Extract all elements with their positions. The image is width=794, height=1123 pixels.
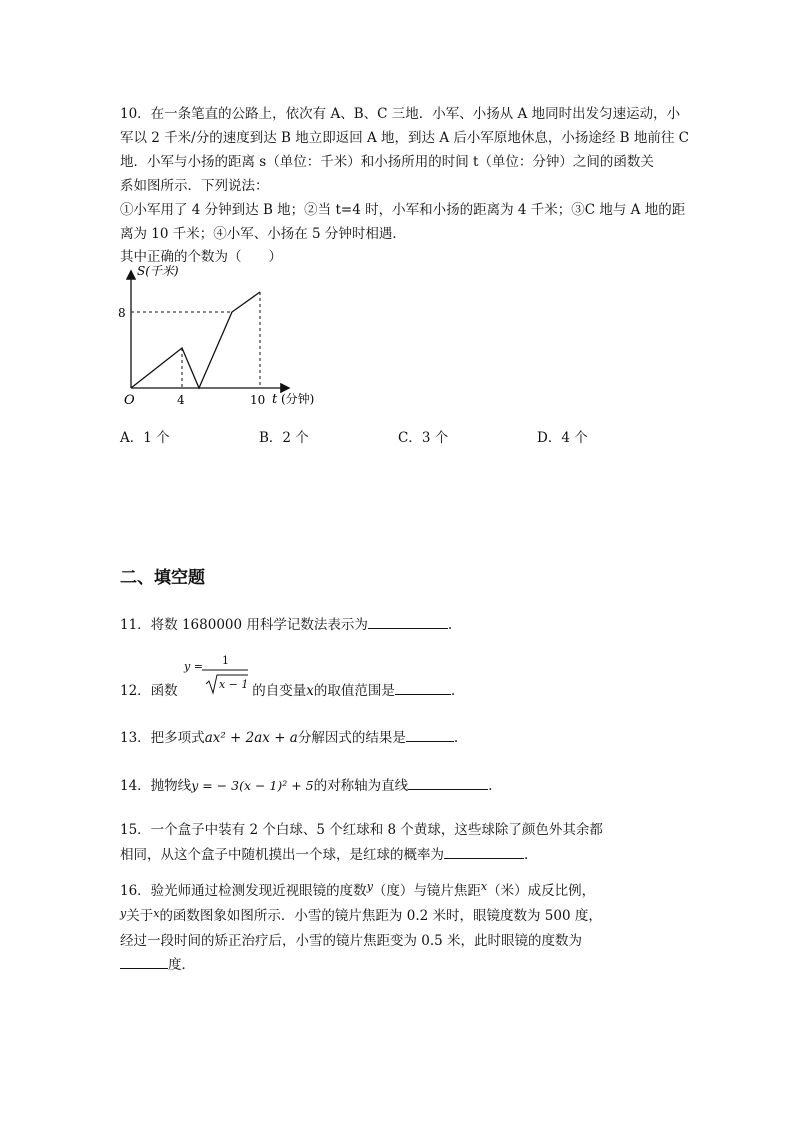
q14-suffix: 的对称轴为直线 <box>313 778 409 794</box>
option-a: A．1 个 <box>120 430 170 446</box>
distance-curve <box>131 292 260 388</box>
q11 <box>120 613 452 633</box>
q12-prefix: 12．函数 <box>120 683 178 699</box>
q16-l1x: x <box>480 880 488 893</box>
q14-prefix: 14．抛物线 <box>120 778 192 794</box>
q10-line-2: 军以 2 千米/分的速度到达 B 地立即返回 A 地，到达 A 后小军原地休息，小扬途经 B 地前往 C <box>120 130 690 146</box>
x-axis-unit: (分钟) <box>281 392 315 406</box>
q10-line-7: 其中正确的个数为（ ） <box>120 249 282 265</box>
x-tick-4: 4 <box>177 393 185 407</box>
q10-graph <box>110 262 330 412</box>
q10-line-6: 离为 10 千米；④小军、小扬在 5 分钟时相遇． <box>120 226 406 242</box>
q16-l2a: 关于 <box>126 908 154 924</box>
q10-line-5: ①小军用了 4 分钟到达 B 地；②当 t=4 时，小军和小扬的距离为 4 千米；③C 地与 A 地的距 <box>120 202 686 218</box>
q16-line-1 <box>120 879 595 899</box>
q14-formula: y = − 3(x − 1)² + 5 <box>191 778 314 793</box>
q16-l1b: （度）与镜片焦距 <box>372 883 481 899</box>
q13-end: . <box>453 730 459 746</box>
q13-suffix: 分解因式的结果是 <box>297 730 406 746</box>
q14 <box>120 774 492 794</box>
q12-formula <box>182 654 249 695</box>
q11-end: . <box>447 617 453 633</box>
origin-label: O <box>124 393 135 408</box>
q15-answer-blank <box>444 844 524 859</box>
q10-line-1: 10．在一条笔直的公路上，依次有 A、B、C 三地．小军、小扬从 A 地同时出发匀速运动，小 <box>120 106 681 122</box>
q16-line-4 <box>120 953 195 973</box>
q15-line-1: 15．一个盒子中装有 2 个白球、5 个红球和 8 个黄球，这些球除了颜色外其余都 <box>120 822 603 838</box>
q11-answer-blank <box>368 614 448 629</box>
q16-l1v: y <box>366 880 373 893</box>
q16-l4: 度． <box>168 957 195 973</box>
q16-l1a: 16．验光师通过检测发现近视眼镜的度数 <box>120 883 367 899</box>
q13-prefix: 13．把多项式 <box>120 730 205 746</box>
q11-text: 11．将数 1680000 用科学记数法表示为 <box>120 617 368 633</box>
q16-answer-blank <box>120 954 168 969</box>
q10-line-4: 系如图所示．下列说法： <box>120 178 269 194</box>
q15-line-2-text: 相同，从这个盒子中随机摸出一个球，是红球的概率为 <box>120 847 444 863</box>
q12-end: . <box>450 683 456 699</box>
q12-var: x <box>306 683 314 699</box>
option-c: C．3 个 <box>398 430 449 446</box>
q12-suffix-b: 的取值范围是 <box>313 683 395 699</box>
x-axis-label: t <box>272 392 278 407</box>
y-axis-label: S(千米) <box>137 264 179 278</box>
q12-formula-den: x − 1 <box>218 678 249 691</box>
q16-l2v: y <box>120 907 127 920</box>
q16-line-3: 经过一段时间的矫正治疗后，小雪的镜片焦距变为 0.5 米，此时眼镜的度数为 <box>120 933 583 949</box>
q10-line-3: 地．小军与小扬的距离 s（单位：千米）和小扬所用的时间 t（单位：分钟）之间的函数关 <box>120 154 654 170</box>
section-title: 二、填空题 <box>120 568 205 588</box>
q12-suffix-a: 的自变量 <box>252 683 307 699</box>
y-tick-8: 8 <box>118 306 126 320</box>
q12-formula-y: y = <box>183 660 203 673</box>
q14-end: . <box>488 778 493 794</box>
q12 <box>120 654 456 699</box>
q16-line-2 <box>120 904 602 924</box>
q14-answer-blank <box>408 775 488 790</box>
q16-l2b: 的函数图象如图所示．小雪的镜片焦距为 0.2 米时，眼镜度数为 500 度， <box>159 908 602 924</box>
option-d: D．4 个 <box>537 430 588 446</box>
q15-end: . <box>524 847 529 863</box>
q16-l1c: （米）成反比例， <box>487 883 596 899</box>
q13-formula: ax² + 2ax + a <box>204 730 298 746</box>
q15-line-2 <box>120 843 528 863</box>
q16-l2x: x <box>153 907 160 920</box>
q13 <box>120 726 458 746</box>
option-b: B．2 个 <box>259 430 309 446</box>
q12-answer-blank <box>395 680 451 695</box>
x-tick-10: 10 <box>250 393 266 407</box>
q12-formula-num: 1 <box>221 654 229 667</box>
q13-answer-blank <box>406 727 454 742</box>
